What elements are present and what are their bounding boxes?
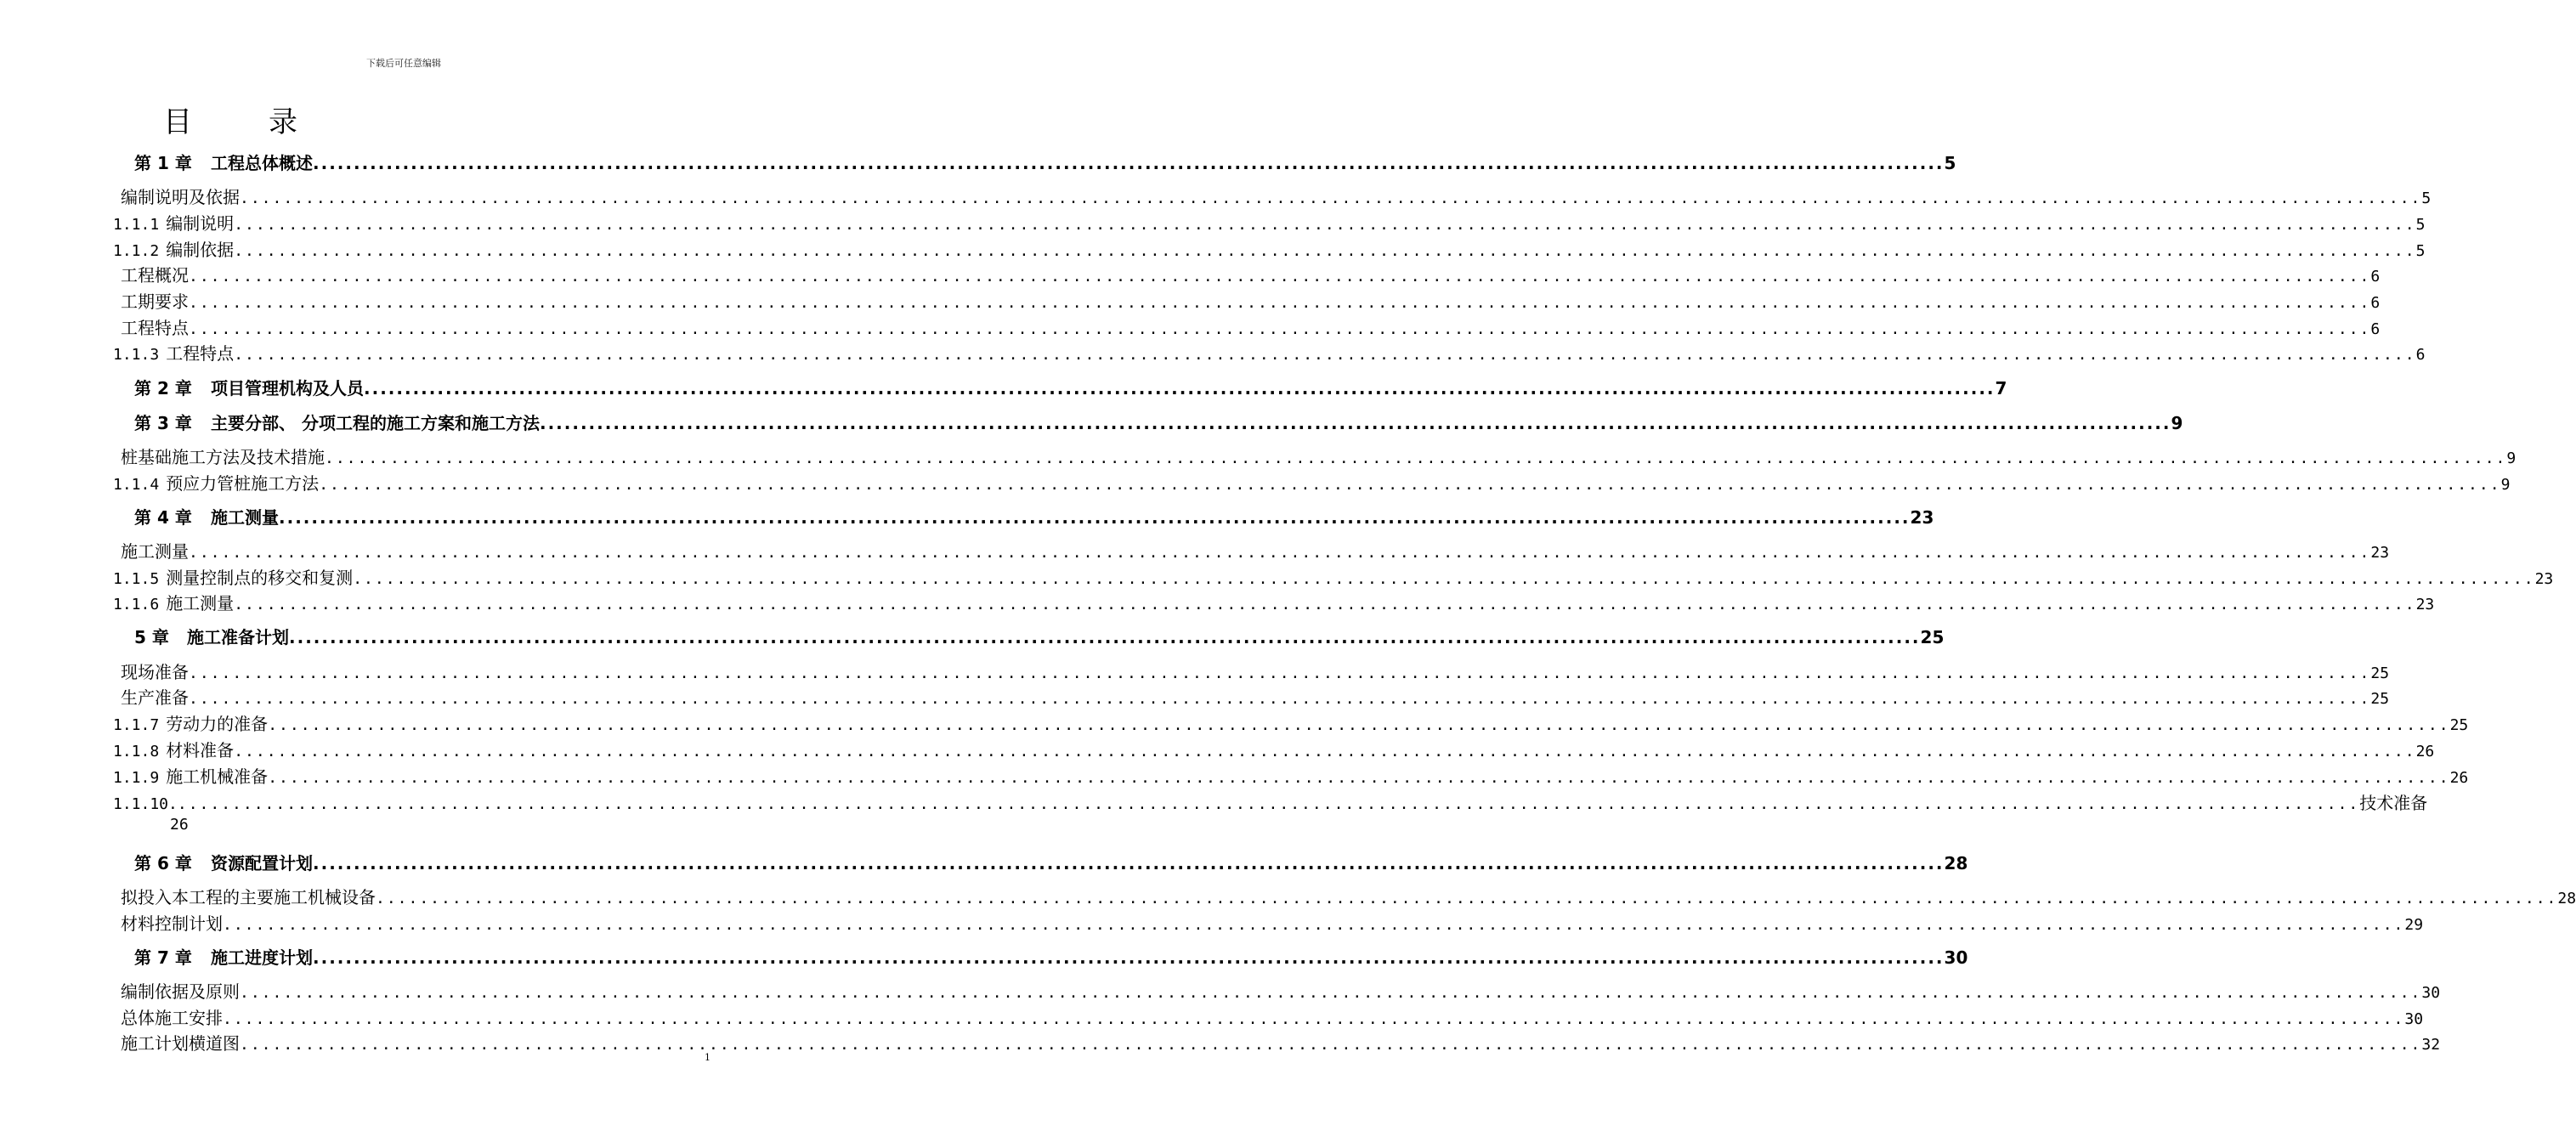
page-ref: 30 [1944, 947, 1968, 968]
chapter-number: 第 4 章 [134, 507, 192, 528]
page-ref: 9 [2171, 413, 2183, 433]
dot-leader: ........................................................................................................................................................................................................ [189, 268, 2371, 286]
section-title: 工程特点 [166, 343, 235, 364]
page-ref: 23 [2534, 570, 2554, 588]
page-ref: 26 [2449, 769, 2469, 787]
toc-entry[interactable] [134, 375, 2007, 399]
toc-entry[interactable] [121, 184, 2432, 208]
toc-entry-title [113, 710, 268, 735]
dot-leader: ........................................................................................................................................................................................................ [189, 544, 2371, 562]
toc-entry-title: 生产准备 [121, 687, 189, 708]
toc-entry-title [134, 375, 364, 399]
section-title: 施工测量 [166, 593, 235, 613]
chapter-number: 第 6 章 [134, 853, 192, 873]
section-code: 1.1.7 [113, 716, 160, 734]
chapter-number: 第 7 章 [134, 947, 192, 968]
page-ref: 6 [2370, 294, 2381, 312]
toc-entry-title [134, 504, 279, 529]
toc-entry[interactable] [113, 210, 2426, 235]
page-ref: 9 [2500, 476, 2511, 494]
dot-leader: ........................................................................................................................................................................................................ [223, 1010, 2405, 1028]
section-code: 1.1.5 [113, 570, 160, 588]
dot-leader: ........................................................................................................................................................................................................ [189, 320, 2371, 338]
toc-entry-title [113, 340, 234, 365]
toc-entry[interactable] [113, 564, 2554, 589]
page-ref: 32 [2421, 1036, 2441, 1054]
toc-entry[interactable] [113, 737, 2435, 761]
toc-entry-title [134, 850, 313, 874]
chapter-title: 施工准备计划 [187, 627, 289, 647]
toc-entry-title [134, 150, 313, 174]
section-code: 1.1.8 [113, 743, 160, 760]
toc-entry[interactable] [113, 590, 2435, 614]
dot-leader: ........................................................................................................................................................................................................ [313, 853, 1945, 873]
chapter-number: 5 章 [134, 627, 169, 647]
toc-title [163, 99, 297, 140]
toc-entry-title [113, 210, 234, 235]
section-title: 材料准备 [166, 740, 235, 760]
page-ref: 6 [2415, 346, 2426, 364]
dot-leader: ........................................................................................................................................................................................................ [268, 716, 2450, 734]
dot-leader: ........................................................................................................................................................................................................ [353, 570, 2535, 588]
dot-leader: ........................................................................................................................................................................................................ [234, 242, 2416, 260]
dot-leader: ........................................................................................................................................................................................................ [234, 743, 2416, 760]
chapter-title: 工程总体概述 [211, 153, 313, 173]
toc-entry-title [113, 590, 234, 614]
section-title: 技术准备 [2359, 793, 2428, 813]
page-ref: 30 [2404, 1010, 2424, 1028]
section-title: 编制依据 [166, 240, 235, 260]
toc-entry[interactable] [121, 538, 2390, 563]
toc-entry-title [113, 763, 268, 788]
dot-leader: ........................................................................................................................................................................................................ [234, 596, 2416, 613]
page-ref: 5 [2415, 242, 2426, 260]
page-ref: 6 [2370, 268, 2381, 286]
toc-title-char-2: 录 [269, 105, 297, 139]
toc-entry[interactable] [121, 978, 2441, 1003]
toc-entry-title: 材料控制计划 [121, 913, 223, 934]
section-code: 1.1.4 [113, 476, 160, 494]
page-ref: 29 [2404, 916, 2424, 934]
dot-leader: ........................................................................................................................................................................................................ [319, 476, 2501, 494]
page-ref: 23 [2415, 596, 2435, 613]
toc-entry-title [134, 944, 313, 969]
dot-leader: ........................................................................................................................................................................................................ [240, 189, 2422, 207]
dot-leader: ........................................................................................................................................................................................................ [240, 984, 2422, 1002]
toc-entry[interactable] [113, 340, 2426, 365]
dot-leader: ........................................................................................................................................................................................................ [539, 413, 2171, 433]
toc-entry-title: 编制说明及依据 [121, 187, 240, 207]
dot-leader: ........................................................................................................................................................................................................ [376, 890, 2558, 907]
section-code: 1.1.10. [113, 795, 178, 813]
toc-entry[interactable] [113, 789, 2428, 814]
section-code: 1.1.9 [113, 769, 160, 787]
dot-leader: ........................................................................................................................................................................................................ [325, 449, 2507, 467]
dot-leader: ........................................................................................................................................................................................................ [364, 378, 1996, 399]
toc-entry-title [113, 793, 178, 813]
toc-entry[interactable] [134, 850, 1968, 874]
page-ref: 9 [2506, 449, 2517, 467]
page-ref: 7 [1995, 378, 2007, 399]
page-ref: 28 [1944, 853, 1968, 873]
chapter-number: 第 2 章 [134, 378, 192, 399]
toc-entry[interactable] [134, 410, 2183, 434]
toc-title-char-1: 目 [163, 105, 192, 139]
dot-leader: ........................................................................................................................................................................................................ [289, 627, 1921, 647]
page-ref: 25 [2370, 690, 2390, 708]
page-ref: 5 [1944, 153, 1956, 173]
page-ref: 5 [2415, 216, 2426, 234]
page-ref: 23 [2370, 544, 2390, 562]
toc-entry[interactable] [121, 684, 2390, 709]
page-ref: 5 [2421, 189, 2432, 207]
section-title: 施工机械准备 [166, 766, 269, 787]
toc-entry[interactable] [134, 150, 1956, 174]
chapter-title: 资源配置计划 [211, 853, 313, 873]
dot-leader: ........................................................................................................................................................................................................ [279, 507, 1911, 528]
dot-leader: ........................................................................................................................................................................................................ [234, 346, 2416, 364]
section-code: 1.1.1 [113, 216, 160, 234]
page-ref: 6 [2370, 320, 2381, 338]
page-ref: 28 [2557, 890, 2576, 907]
page-ref: 26 [2415, 743, 2435, 760]
dot-leader: ........................................................................................................................................................................................................ [189, 294, 2371, 312]
toc-entry[interactable] [121, 884, 2576, 908]
toc-entry[interactable] [121, 1004, 2424, 1029]
dot-leader: ........................................................................................................................................................................................................ [313, 153, 1945, 173]
toc-entry-title: 总体施工安排 [121, 1008, 223, 1028]
toc-entry-title: 施工测量 [121, 541, 189, 562]
dot-leader: ........................................................................................................................................................................................................ [313, 947, 1945, 968]
page-ref: 25 [2449, 716, 2469, 734]
toc-entry[interactable] [121, 910, 2424, 935]
chapter-title: 施工进度计划 [211, 947, 313, 968]
section-code: 1.1.3 [113, 346, 160, 364]
dot-leader: ........................................................................................................................................................................................................ [189, 664, 2371, 682]
chapter-title: 项目管理机构及人员 [211, 378, 364, 399]
toc-entry-title [113, 236, 234, 261]
section-title: 预应力管桩施工方法 [166, 473, 320, 494]
page-ref: 25 [1920, 627, 1945, 647]
toc-entry-title [113, 737, 234, 761]
page-ref: 26 [170, 816, 189, 834]
toc-entry[interactable] [134, 504, 1934, 529]
toc-entry[interactable] [121, 288, 2381, 313]
section-title: 劳动力的准备 [166, 714, 269, 734]
dot-leader: ........................................................................................................................................................................................................ [234, 216, 2416, 234]
toc-entry-title [113, 470, 319, 495]
section-code: 1.1.2 [113, 242, 160, 260]
toc-entry[interactable] [134, 624, 1945, 648]
chapter-number: 第 1 章 [134, 153, 192, 173]
toc-entry[interactable] [134, 944, 1968, 969]
page-ref: 25 [2370, 664, 2390, 682]
toc-entry-title: 现场准备 [121, 662, 189, 682]
page-ref: 23 [1910, 507, 1934, 528]
chapter-title: 主要分部、 分项工程的施工方案和施工方法 [211, 413, 540, 433]
dot-leader: ........................................................................................................................................................................................................ [268, 769, 2450, 787]
dot-leader: ........................................................................................................................................................................................................ [223, 916, 2405, 934]
toc-entry[interactable] [113, 710, 2469, 735]
chapter-number: 第 3 章 [134, 413, 192, 433]
toc-entry[interactable] [113, 763, 2469, 788]
dot-leader: ........................................................................................................................................................................................................ [240, 1036, 2422, 1054]
toc-entry-title: 施工计划横道图 [121, 1033, 240, 1054]
toc-entry-title: 工程概况 [121, 265, 189, 286]
section-code: 1.1.6 [113, 596, 160, 613]
toc-entry-title: 编制依据及原则 [121, 981, 240, 1002]
chapter-title: 施工测量 [211, 507, 279, 528]
page-ref: 30 [2421, 984, 2441, 1002]
toc-entry[interactable] [121, 1030, 2441, 1054]
toc-entry-title [134, 410, 540, 434]
toc-entry[interactable] [121, 444, 2517, 468]
toc-entry[interactable] [121, 262, 2381, 286]
toc-entry-title [134, 624, 289, 648]
page-number: 1 [705, 1052, 711, 1063]
toc-entry[interactable] [121, 659, 2390, 683]
dot-leader: ........................................................................................................................................................................................................ [189, 690, 2371, 708]
toc-entry[interactable] [121, 314, 2381, 339]
section-title: 编制说明 [166, 213, 235, 234]
section-title: 测量控制点的移交和复测 [166, 568, 354, 588]
toc-entry-title: 拟投入本工程的主要施工机械设备 [121, 887, 376, 907]
page-header: 下载后可任意编辑 [366, 58, 441, 69]
toc-entry-title: 工程特点 [121, 318, 189, 338]
dot-leader: ........................................................................................................................................................................................................ [177, 795, 2360, 813]
toc-entry[interactable] [113, 236, 2426, 261]
toc-entry-title [113, 564, 353, 589]
toc-entry-title: 桩基础施工方法及技术措施 [121, 447, 325, 467]
toc-entry[interactable] [113, 470, 2511, 495]
toc-entry-title: 工期要求 [121, 291, 189, 312]
